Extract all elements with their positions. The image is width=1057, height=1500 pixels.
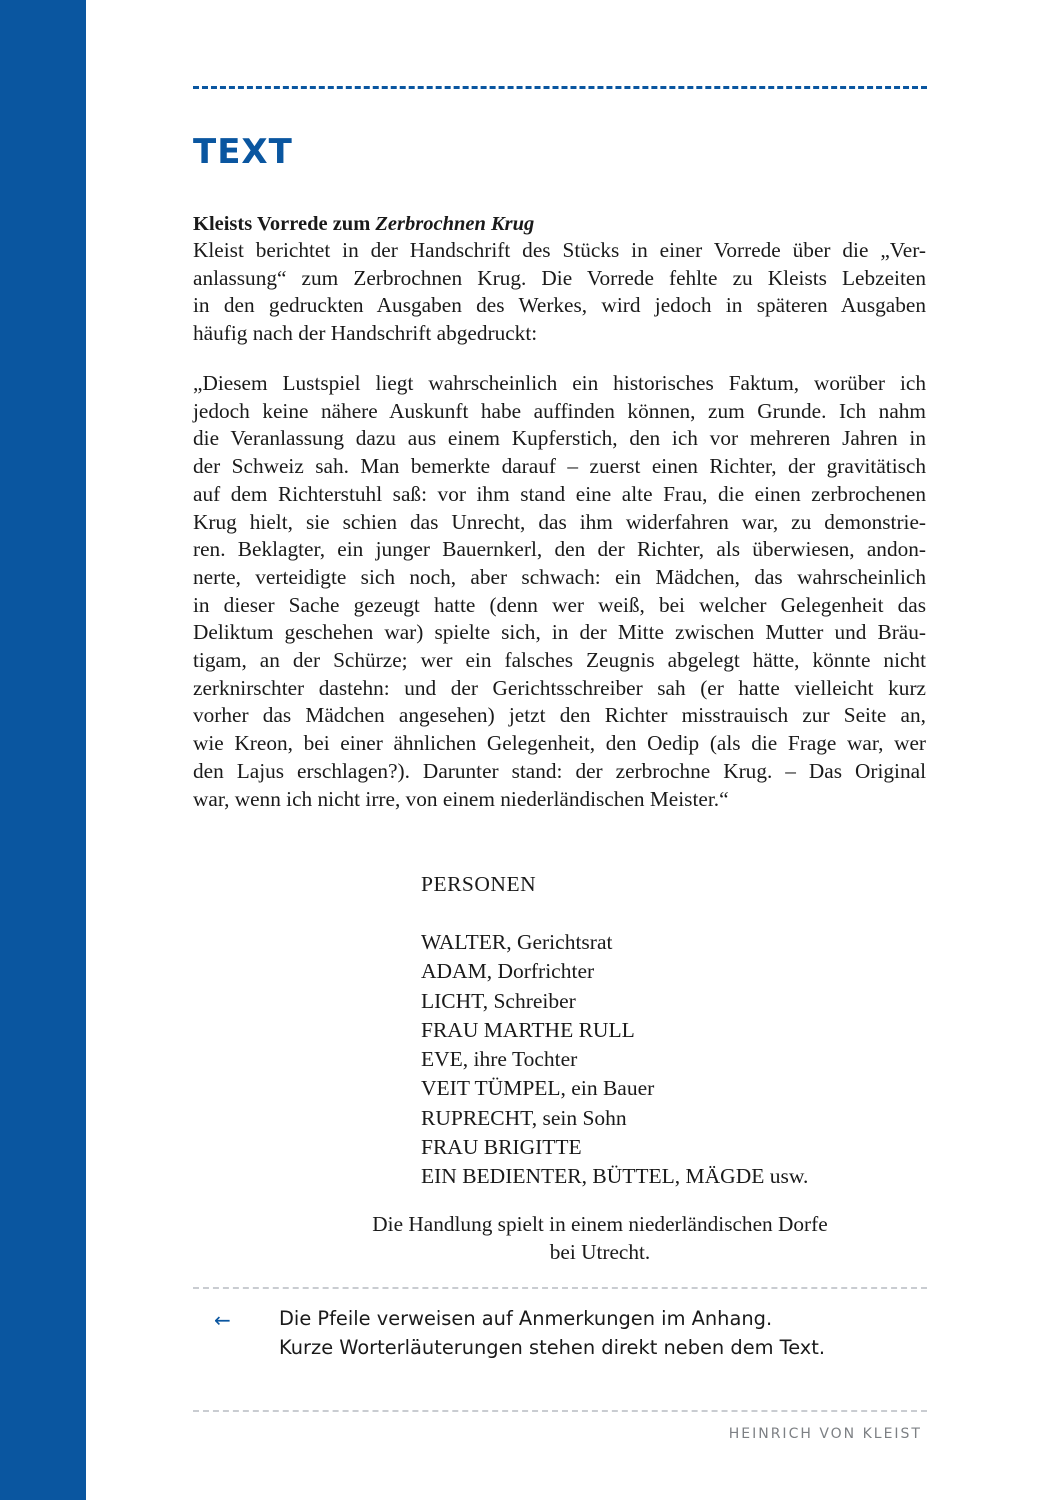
intro-line: Kleist berichtet in der Handschrift des Stücks in einer Vorrede über die „Ver- <box>193 238 926 262</box>
person-item: WALTER, Gerichtsrat <box>421 930 613 954</box>
person-item: EIN BEDIENTER, BÜTTEL, MÄGDE usw. <box>421 1164 809 1189</box>
quote-line: der Schweiz sah. Man bemerkte darauf – zuerst einen Richter, der gravitätisch <box>193 454 926 479</box>
intro-heading-italic: Zerbrochnen Krug <box>375 213 535 235</box>
person-item: LICHT, Schreiber <box>421 988 576 1013</box>
quote-line: Deliktum geschehen war) spielte sich, in der Mitte zwischen Mutter und Bräu- <box>193 620 926 645</box>
quote-line: war, wenn ich nicht irre, von einem niederländischen Meister.“ <box>193 786 729 811</box>
intro-paragraph <box>193 237 926 348</box>
person-item: EVE, ihre Tochter <box>421 1047 578 1072</box>
quote-line: „Diesem Lustspiel liegt wahrscheinlich ein historisches Faktum, worüber ich <box>193 371 926 395</box>
setting-line: Die Handlung spielt in einem niederländischen Dorfe <box>372 1212 828 1236</box>
arrow-note <box>279 1305 919 1362</box>
persons-list <box>421 928 808 1192</box>
note-line: Kurze Worterläuterungen stehen direkt neben dem Text. <box>279 1335 826 1359</box>
quote-line: ren. Beklagter, ein junger Bauernkerl, den der Richter, als überwiesen, andon- <box>193 537 926 562</box>
arrow-left-icon: ← <box>214 1308 231 1332</box>
quote-line: auf dem Richterstuhl saß: vor ihm stand eine alte Frau, die einen zerbrochenen <box>193 481 926 506</box>
quote-line: jedoch keine nähere Auskunft habe auffinden können, zum Grunde. Ich nahm <box>193 398 926 423</box>
footer-author: HEINRICH VON KLEIST <box>728 1426 922 1442</box>
persons-title: PERSONEN <box>421 872 537 896</box>
note-divider-bottom <box>193 1410 927 1412</box>
setting-line: bei Utrecht. <box>549 1240 651 1264</box>
quote-line: zerknirschter dastehn: und der Gerichtsschreiber sah (er hatte vielleicht kurz <box>193 675 926 700</box>
intro-line: häufig nach der Handschrift abgedruckt: <box>193 321 538 346</box>
person-item: FRAU BRIGITTE <box>421 1135 582 1160</box>
quote-line: vorher das Mädchen angesehen) jetzt den Richter misstrauisch zur Seite an, <box>193 703 926 728</box>
person-item: RUPRECHT, sein Sohn <box>421 1105 627 1130</box>
note-divider-top <box>193 1287 927 1289</box>
top-divider <box>193 86 927 89</box>
intro-heading-prefix: Kleists Vorrede zum <box>193 213 376 235</box>
person-item: VEIT TÜMPEL, ein Bauer <box>421 1076 655 1101</box>
section-title: TEXT <box>193 132 293 172</box>
sidebar-band <box>0 0 86 1500</box>
setting-note <box>300 1210 900 1266</box>
intro-line: in den gedruckten Ausgaben des Werkes, wird jedoch in späteren Ausgaben <box>193 293 926 318</box>
quote-line: tigam, an der Schürze; wer ein falsches Zeugnis abgelegt hätte, könnte nicht <box>193 648 926 673</box>
person-item: FRAU MARTHE RULL <box>421 1017 635 1042</box>
intro-line: anlassung“ zum Zerbrochnen Krug. Die Vorrede fehlte zu Kleists Lebzeiten <box>193 265 926 290</box>
note-line: Die Pfeile verweisen auf Anmerkungen im Anhang. <box>279 1307 773 1330</box>
intro-heading <box>193 211 534 238</box>
quote-line: nerte, verteidigte sich noch, aber schwach: ein Mädchen, das wahrscheinlich <box>193 564 926 589</box>
quote-line: den Lajus erschlagen?). Darunter stand: der zerbrochne Krug. – Das Original <box>193 758 926 783</box>
kleist-quote <box>193 370 926 813</box>
quote-line: in dieser Sache gezeugt hatte (denn wer weiß, bei welcher Gelegenheit das <box>193 592 926 617</box>
quote-line: wie Kreon, bei einer ähnlichen Gelegenheit, den Oedip (als die Frage war, wer <box>193 731 926 756</box>
quote-line: Krug hielt, sie schien das Unrecht, das ihm widerfahren war, zu demonstrie- <box>193 509 926 534</box>
person-item: ADAM, Dorfrichter <box>421 959 595 984</box>
quote-line: die Veranlassung dazu aus einem Kupferstich, den ich vor mehreren Jahren in <box>193 426 926 451</box>
